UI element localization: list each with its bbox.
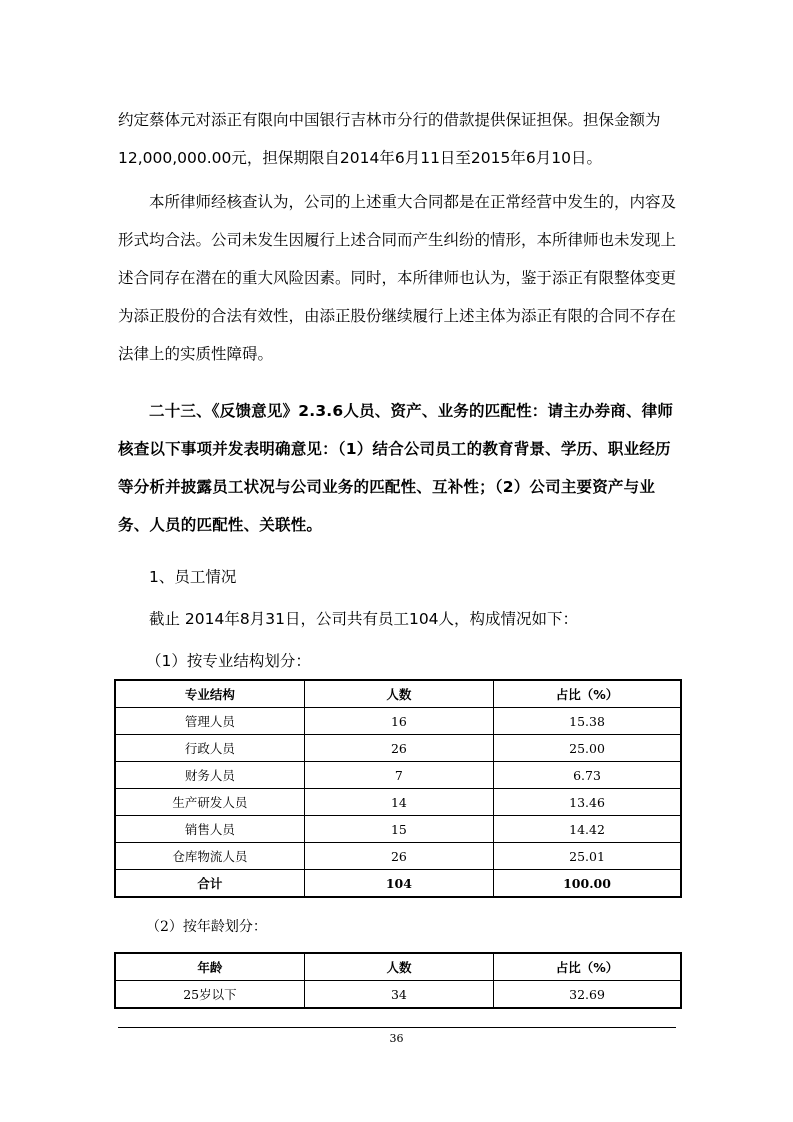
table-cell: 15.38	[494, 708, 681, 735]
header-cell: 人数	[304, 680, 493, 708]
table-row	[115, 762, 681, 789]
header-cell: 年龄	[115, 953, 304, 981]
table-cell: 26	[304, 735, 493, 762]
table-cell: 14.42	[494, 816, 681, 843]
heading-staff: 1、员工情况	[149, 568, 237, 586]
paragraph-lawyer-opinion: 本所律师经核查认为，公司的上述重大合同都是在正常经营中发生的，内容及形式均合法。公司未发生因履行上述合同而产生纠纷的情形，本所律师也未发现上述合同存在潜在的重大风险因素。同时，本所律师也认为，鉴于添正有限整体变更为添正股份的合法有效性，由添正股份继续履行上述主体为添正有限的合同不存在法律上的实质性障碍。	[118, 193, 677, 363]
header-cell: 占比（%）	[494, 953, 681, 981]
table-header-row	[115, 953, 681, 981]
table-header-row	[115, 680, 681, 708]
age-table	[114, 952, 682, 1009]
paragraph-guarantee: 约定蔡体元对添正有限向中国银行吉林市分行的借款提供保证担保。担保金额为12,000,000.00元，担保期限自2014年6月11日至2015年6月10日。	[118, 111, 661, 167]
table-cell: 6.73	[494, 762, 681, 789]
footer-divider	[118, 1027, 676, 1028]
table-cell: 仓库物流人员	[115, 843, 304, 870]
table-cell: 财务人员	[115, 762, 304, 789]
table-cell: 25岁以下	[115, 981, 304, 1009]
table-cell: 生产研发人员	[115, 789, 304, 816]
table-row	[115, 735, 681, 762]
table-row	[115, 981, 681, 1009]
header-cell: 专业结构	[115, 680, 304, 708]
table-cell: 26	[304, 843, 493, 870]
table-cell: 15	[304, 816, 493, 843]
total-cell: 104	[304, 870, 493, 898]
header-cell: 人数	[304, 953, 493, 981]
paragraph-feedback-23: 二十三、《反馈意见》2.3.6人员、资产、业务的匹配性：请主办券商、律师核查以下事项并发表明确意见：（1）结合公司员工的教育背景、学历、职业经历等分析并披露员工状况与公司业务的匹配性、互补性；（2）公司主要资产与业务、人员的匹配性、关联性。	[118, 402, 674, 534]
table2-caption: （2）按年龄划分：	[146, 919, 267, 935]
table-cell: 32.69	[494, 981, 681, 1009]
total-cell: 100.00	[494, 870, 681, 898]
table-row	[115, 789, 681, 816]
table-row	[115, 708, 681, 735]
total-cell: 合计	[115, 870, 304, 898]
table-row	[115, 816, 681, 843]
table-total-row	[115, 870, 681, 898]
table1-caption: （1）按专业结构划分：	[146, 652, 311, 670]
table-cell: 销售人员	[115, 816, 304, 843]
table-cell: 16	[304, 708, 493, 735]
table-cell: 34	[304, 981, 493, 1009]
page-number: 36	[389, 1032, 404, 1045]
table-cell: 13.46	[494, 789, 681, 816]
table-cell: 7	[304, 762, 493, 789]
professional-structure-table	[114, 679, 682, 898]
staff-intro: 截止 2014年8月31日，公司共有员工104人，构成情况如下：	[149, 610, 579, 628]
table-cell: 14	[304, 789, 493, 816]
table-cell: 25.00	[494, 735, 681, 762]
table-cell: 25.01	[494, 843, 681, 870]
table-row	[115, 843, 681, 870]
header-cell: 占比（%）	[494, 680, 681, 708]
table-cell: 管理人员	[115, 708, 304, 735]
table-cell: 行政人员	[115, 735, 304, 762]
